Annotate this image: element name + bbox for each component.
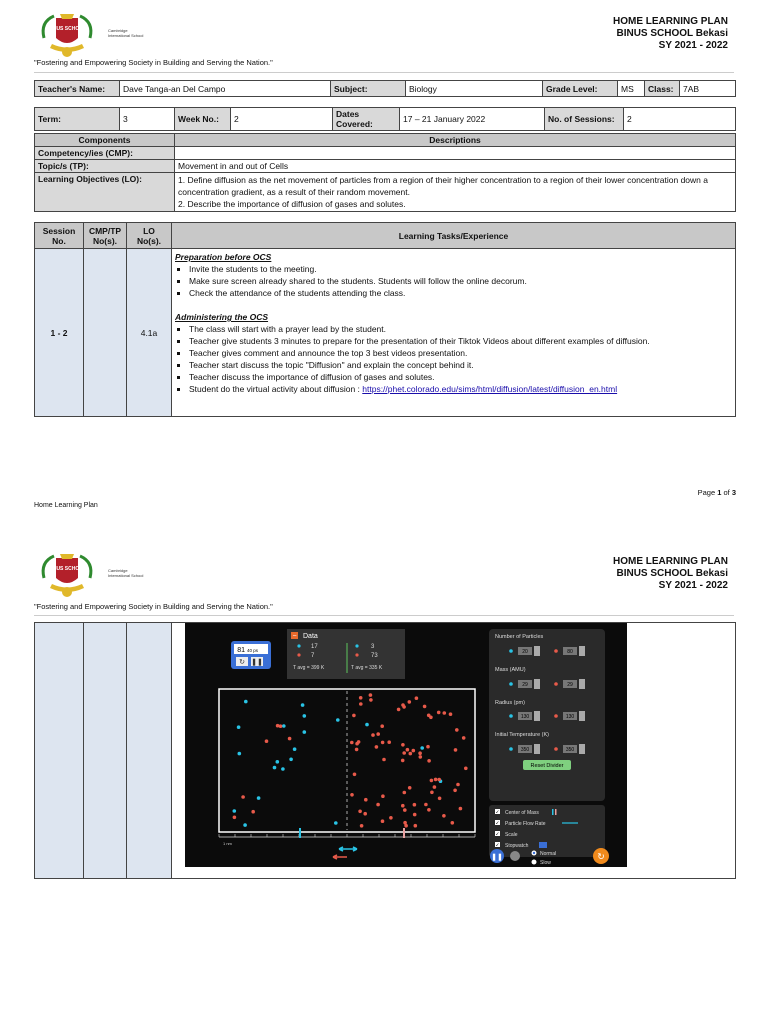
particle xyxy=(364,798,368,802)
particle xyxy=(376,732,380,736)
particle xyxy=(433,785,437,789)
school-logo xyxy=(36,8,98,60)
plan-title: HOME LEARNING PLAN xyxy=(613,556,728,567)
cambridge-label: Cambridge International School xyxy=(108,28,144,38)
teacher-label: Teacher's Name: xyxy=(35,81,120,97)
particle xyxy=(241,795,245,799)
tp-label: Topic/s (TP): xyxy=(35,160,175,173)
particle xyxy=(454,748,458,752)
svg-text:Scale: Scale xyxy=(505,832,518,838)
lo-header: LO No(s). xyxy=(127,223,172,249)
stopwatch xyxy=(231,641,271,669)
descriptions-header: Descriptions xyxy=(175,134,736,147)
particle xyxy=(389,816,393,820)
particle xyxy=(288,737,292,741)
prep-item: ▪ Invite the students to the meeting. xyxy=(189,263,732,275)
particle xyxy=(369,693,373,697)
svg-text:BINUS SCHOOL: BINUS SCHOOL xyxy=(47,566,87,572)
svg-text:❚❚: ❚❚ xyxy=(251,659,263,666)
header-block xyxy=(613,16,728,52)
admin-item: ▪ The class will start with a prayer lead by the student. xyxy=(189,323,732,335)
particle xyxy=(408,786,412,790)
week-value: 2 xyxy=(231,108,333,131)
particle xyxy=(409,752,413,756)
svg-text:1 nm: 1 nm xyxy=(223,841,232,846)
svg-text:130: 130 xyxy=(565,714,575,720)
particle xyxy=(382,758,386,762)
prep-item: ▪ Check the attendance of the students attending the class. xyxy=(189,287,732,299)
school-logo xyxy=(36,548,98,600)
particle xyxy=(243,823,247,827)
particle xyxy=(359,696,363,700)
particle xyxy=(430,779,434,783)
svg-text:T avg = 335 K: T avg = 335 K xyxy=(351,665,383,671)
info-table-2 xyxy=(34,107,736,131)
particle xyxy=(442,814,446,818)
sessions-label: No. of Sessions: xyxy=(545,108,624,131)
tasks-cell xyxy=(172,249,736,417)
particle xyxy=(244,700,248,704)
particle xyxy=(365,723,369,727)
admin-item: ▪ Teacher start discuss the topic "Diffusion" and explain the concept behind it. xyxy=(189,359,732,371)
particle xyxy=(464,767,468,771)
divider xyxy=(34,72,734,73)
particle xyxy=(403,808,407,812)
admin-item: ▪ Teacher discuss the importance of diffusion of gases and solutes. xyxy=(189,371,732,383)
scale-ruler xyxy=(219,834,475,846)
svg-text:350: 350 xyxy=(520,747,530,753)
svg-text:Data: Data xyxy=(303,633,318,640)
prep-item: ▪ Make sure screen already shared to the students. Students will follow the online decorum. xyxy=(189,275,732,287)
particle xyxy=(423,705,427,709)
sessions-value: 2 xyxy=(624,108,736,131)
subject-value: Biology xyxy=(406,81,543,97)
lo-label: Learning Objectives (LO): xyxy=(35,173,175,212)
particle xyxy=(401,804,405,808)
particle xyxy=(453,789,457,793)
particle xyxy=(273,766,277,770)
dates-label: Dates Covered: xyxy=(333,108,400,131)
plan-title: HOME LEARNING PLAN xyxy=(613,16,728,27)
particle xyxy=(402,751,406,755)
class-label: Class: xyxy=(645,81,680,97)
components-header: Components xyxy=(35,134,175,147)
svg-text:81: 81 xyxy=(237,647,245,654)
particle xyxy=(355,748,359,752)
particle xyxy=(401,743,405,747)
particle xyxy=(289,758,293,762)
particle xyxy=(363,812,367,816)
particle xyxy=(350,793,354,797)
particle xyxy=(404,824,408,828)
svg-text:Stopwatch: Stopwatch xyxy=(505,843,529,849)
particle xyxy=(426,745,430,749)
particle xyxy=(434,778,438,782)
page-number: Page 1 of 3 xyxy=(697,488,736,497)
cmp-value xyxy=(175,147,736,160)
particle xyxy=(381,819,385,823)
svg-text:−: − xyxy=(292,633,297,640)
particle xyxy=(420,746,424,750)
particle xyxy=(279,724,283,728)
cmp-label: Competency/ies (CMP): xyxy=(35,147,175,160)
term-label: Term: xyxy=(35,108,120,131)
particle xyxy=(415,696,419,700)
particle xyxy=(233,816,237,820)
tasks-table xyxy=(34,222,736,417)
particle xyxy=(397,708,401,712)
particle xyxy=(424,803,428,807)
prep-list xyxy=(175,263,732,299)
svg-text:130: 130 xyxy=(520,714,530,720)
svg-text:29: 29 xyxy=(567,682,573,688)
svg-text:Reset Divider: Reset Divider xyxy=(530,763,564,769)
svg-text:Number of Particles: Number of Particles xyxy=(495,634,544,640)
particle xyxy=(303,714,307,718)
particle xyxy=(238,752,242,756)
lo-value xyxy=(175,173,736,212)
particle xyxy=(456,783,460,787)
particle xyxy=(430,791,434,795)
particle xyxy=(381,794,385,798)
particle xyxy=(438,797,442,801)
motto: "Fostering and Empowering Society in Building and Serving the Nation." xyxy=(34,58,273,67)
session-header: Session No. xyxy=(35,223,84,249)
particles xyxy=(233,693,468,827)
particle xyxy=(427,808,431,812)
dates-value: 17 – 21 January 2022 xyxy=(400,108,545,131)
particle xyxy=(355,742,359,746)
admin-item: ▪ Teacher gives comment and announce the top 3 best videos presentation. xyxy=(189,347,732,359)
particle xyxy=(358,810,362,814)
particle xyxy=(413,803,417,807)
school-name: BINUS SCHOOL Bekasi xyxy=(616,568,728,579)
info-table-1 xyxy=(34,80,736,97)
admin-item xyxy=(189,383,732,395)
particle xyxy=(413,813,417,817)
svg-text:Slow: Slow xyxy=(540,860,551,866)
particle xyxy=(257,796,261,800)
cmp-header: CMP/TP No(s). xyxy=(84,223,127,249)
particle xyxy=(418,751,422,755)
particle xyxy=(449,712,453,716)
particle xyxy=(251,810,255,814)
speed-slow-radio[interactable] xyxy=(532,860,537,865)
school-year: SY 2021 - 2022 xyxy=(658,580,728,591)
svg-text:17: 17 xyxy=(311,644,318,650)
particle xyxy=(401,759,405,763)
svg-text:7: 7 xyxy=(311,653,315,659)
particle xyxy=(303,730,307,734)
particle-flow-arrows xyxy=(333,847,357,859)
svg-text:Initial Temperature (K): Initial Temperature (K) xyxy=(495,732,550,738)
particle xyxy=(293,747,297,751)
particle xyxy=(350,741,354,745)
header-block xyxy=(613,556,728,592)
svg-text:❚❚: ❚❚ xyxy=(491,854,503,861)
lo-1: 1. Define diffusion as the net movement of particles from a region of their higher concentration to a region of their lower concentration down a concentration gradient, as a result of their random movement. xyxy=(178,175,708,197)
svg-text:✓: ✓ xyxy=(495,831,500,838)
particle xyxy=(276,760,280,764)
school-name: BINUS SCHOOL Bekasi xyxy=(616,28,728,39)
particle xyxy=(265,739,269,743)
particle xyxy=(352,714,356,718)
particle xyxy=(359,702,363,706)
particle xyxy=(414,824,418,828)
svg-text:350: 350 xyxy=(565,747,575,753)
particle xyxy=(451,821,455,825)
particle xyxy=(360,824,364,828)
particle xyxy=(427,759,431,763)
lo-2: 2. Describe the importance of diffusion of gases and solutes. xyxy=(178,199,406,209)
teacher-value: Dave Tanga-an Del Campo xyxy=(120,81,331,97)
svg-text:40 ps: 40 ps xyxy=(247,648,259,653)
svg-text:T avg = 399 K: T avg = 399 K xyxy=(293,665,325,671)
particle xyxy=(412,749,416,753)
svg-text:✓: ✓ xyxy=(495,842,500,849)
svg-text:BINUS SCHOOL: BINUS SCHOOL xyxy=(47,26,87,32)
page-2 xyxy=(0,540,768,1024)
particle xyxy=(401,703,405,707)
particle xyxy=(301,703,305,707)
week-label: Week No.: xyxy=(175,108,231,131)
particle xyxy=(429,716,433,720)
svg-text:↻: ↻ xyxy=(239,659,245,666)
particle xyxy=(376,803,380,807)
phet-link[interactable]: https://phet.colorado.edu/sims/html/diffusion/latest/diffusion_en.html xyxy=(362,384,618,394)
admin-list xyxy=(175,323,732,395)
session-cont xyxy=(35,623,84,879)
particle xyxy=(462,736,466,740)
virtual-prefix: Student do the virtual activity about diffusion : xyxy=(189,384,363,394)
tasks-header: Learning Tasks/Experience xyxy=(172,223,736,249)
center-of-mass-blue xyxy=(299,828,301,838)
admin-item: ▪ Teacher give students 3 minutes to prepare for the presentation of their Tiktok Videos about different examples of diffusion. xyxy=(189,335,732,347)
particle xyxy=(334,821,338,825)
components-table xyxy=(34,133,736,212)
data-panel xyxy=(287,629,405,679)
step-button[interactable] xyxy=(510,851,520,861)
diffusion-sim xyxy=(185,623,627,867)
class-value: 7AB xyxy=(680,81,736,97)
cmp-value-cell xyxy=(84,249,127,417)
particle xyxy=(282,724,286,728)
particle xyxy=(371,733,375,737)
svg-text:Radius (pm): Radius (pm) xyxy=(495,700,525,706)
particle xyxy=(281,767,285,771)
svg-text:✓: ✓ xyxy=(495,820,500,827)
cambridge-label: Cambridge International School xyxy=(108,568,144,578)
svg-text:Normal: Normal xyxy=(540,851,557,857)
svg-text:73: 73 xyxy=(371,653,378,659)
particle xyxy=(443,711,447,715)
particle xyxy=(459,807,463,811)
svg-text:Center of Mass: Center of Mass xyxy=(505,810,539,816)
session-value: 1 - 2 xyxy=(35,249,84,417)
svg-text:3: 3 xyxy=(371,644,375,650)
particle xyxy=(419,755,423,759)
svg-text:✓: ✓ xyxy=(495,809,500,816)
footer-label: Home Learning Plan xyxy=(34,502,98,509)
grade-label: Grade Level: xyxy=(543,81,618,97)
cmp-cont xyxy=(84,623,127,879)
particle xyxy=(403,791,407,795)
subject-label: Subject: xyxy=(331,81,406,97)
particle xyxy=(455,728,459,732)
svg-text:Particle Flow Rate: Particle Flow Rate xyxy=(505,821,546,827)
lo-number: 4.1a xyxy=(127,249,172,417)
particle xyxy=(437,711,441,715)
prep-title: Preparation before OCS xyxy=(175,252,272,262)
center-of-mass-red xyxy=(403,828,405,838)
particle xyxy=(408,700,412,704)
svg-text:20: 20 xyxy=(522,649,528,655)
svg-text:29: 29 xyxy=(522,682,528,688)
particle xyxy=(237,725,241,729)
lo-cont xyxy=(127,623,172,879)
svg-text:↻: ↻ xyxy=(597,851,605,862)
svg-text:Mass (AMU): Mass (AMU) xyxy=(495,667,526,673)
particle xyxy=(375,745,379,749)
admin-title: Administering the OCS xyxy=(175,312,269,322)
svg-text:80: 80 xyxy=(567,649,573,655)
particle xyxy=(387,740,391,744)
particle xyxy=(336,718,340,722)
school-year: SY 2021 - 2022 xyxy=(658,40,728,51)
particle xyxy=(369,698,373,702)
term-value: 3 xyxy=(120,108,175,131)
control-panel xyxy=(489,629,605,801)
particle xyxy=(353,773,357,777)
grade-value: MS xyxy=(618,81,645,97)
particle xyxy=(233,809,237,813)
checkbox-panel xyxy=(489,805,605,857)
motto: "Fostering and Empowering Society in Building and Serving the Nation." xyxy=(34,602,273,611)
divider xyxy=(34,615,734,616)
particle xyxy=(380,724,384,728)
tp-value: Movement in and out of Cells xyxy=(175,160,736,173)
particle xyxy=(406,748,410,752)
particle xyxy=(437,778,441,782)
particle xyxy=(381,741,385,745)
